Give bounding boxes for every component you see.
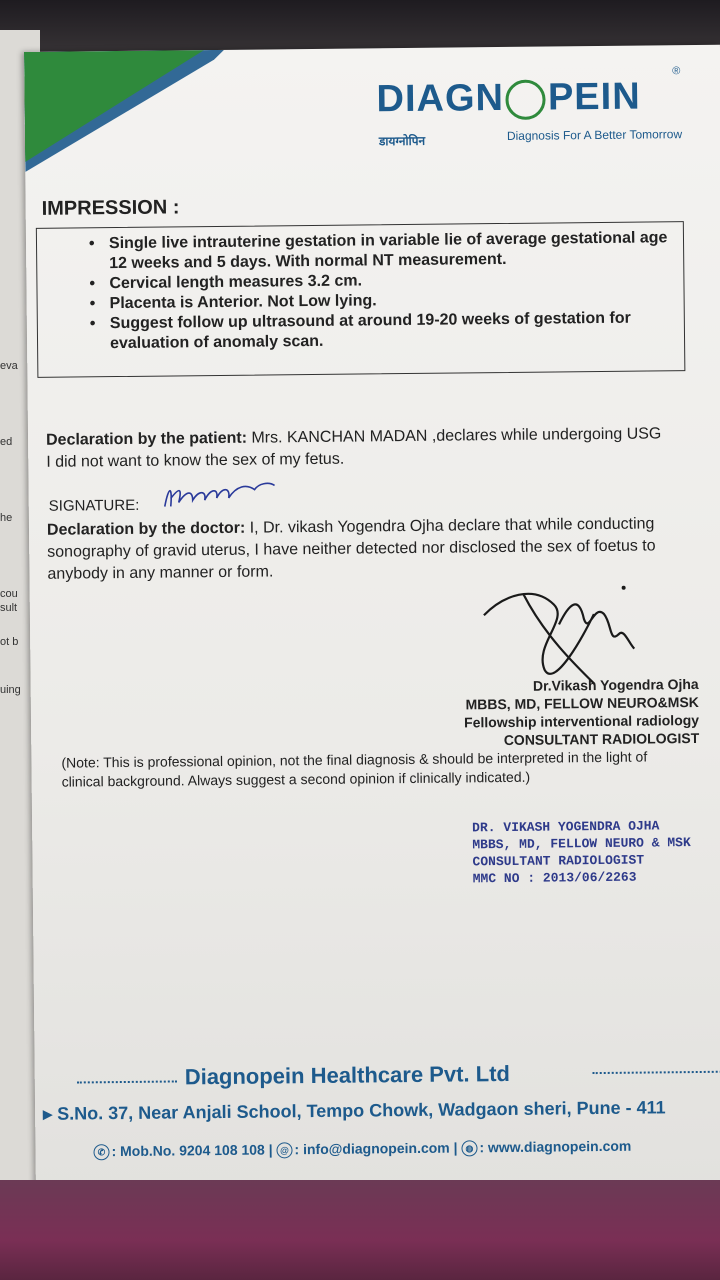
footer-mobile: : Mob.No. 9204 108 108 | — [111, 1141, 273, 1160]
doctor-declaration-label: Declaration by the doctor: — [46, 519, 246, 539]
logo-wordmark — [376, 76, 641, 122]
doctor-degrees: MBBS, MD, FELLOW NEURO&MSK — [465, 693, 699, 713]
footer-contact — [93, 1138, 631, 1161]
doctor-declaration-text: I, Dr. vikash Yogendra Ojha declare that while conducting sonography of gravid uterus, I have neither detected nor disclosed the sex of foetus to anybody in any manner or form. — [47, 515, 656, 583]
stamp-line: MBBS, MD, FELLOW NEURO & MSK — [472, 835, 691, 853]
stamp-line: MMC NO : 2013/06/2263 — [472, 869, 637, 887]
registered-mark: ® — [672, 65, 681, 78]
globe-icon — [506, 80, 546, 120]
company-logo — [376, 65, 697, 158]
impression-title: IMPRESSION : — [41, 196, 180, 220]
side-fragment: cou — [0, 588, 18, 600]
logo-text-part2: PEIN — [547, 75, 641, 119]
footer-address — [43, 1097, 666, 1125]
impression-box — [36, 221, 686, 378]
patient-declaration-label: Declaration by the patient: — [45, 429, 248, 449]
footer-divider-right — [593, 1071, 720, 1074]
signature-label: SIGNATURE: — [48, 496, 140, 515]
side-fragment: sult — [0, 602, 18, 614]
footer-website: : www.diagnopein.com — [479, 1137, 632, 1156]
location-icon: ▸ — [43, 1103, 58, 1124]
footer-divider-left — [77, 1080, 177, 1083]
doctor-fellowship: Fellowship interventional radiology — [464, 711, 700, 731]
impression-item: • Suggest follow up ultrasound at around 19-20 weeks of gestation for evaluation of anomaly scan. — [110, 308, 684, 354]
side-fragment: uing — [0, 684, 21, 696]
footer-company-name: Diagnopein Healthcare Pvt. Ltd — [184, 1060, 511, 1090]
logo-hindi: डायग्नोपिन — [378, 133, 426, 149]
side-fragment: he — [0, 512, 13, 524]
side-fragment: ed — [0, 436, 13, 448]
background-bottom — [0, 1180, 720, 1280]
patient-declaration-text: Mrs. KANCHAN MADAN ,declares while undergoing USG I did not want to know the sex of my fetus. — [46, 425, 662, 471]
doctor-details — [464, 675, 700, 749]
footer-email: : info@diagnopein.com | — [294, 1139, 458, 1158]
email-icon: @ — [276, 1143, 292, 1159]
side-fragment: eva — [0, 360, 18, 372]
report-page — [24, 45, 720, 1200]
doctor-stamp — [472, 817, 691, 887]
doctor-name: Dr.Vikash Yogendra Ojha — [532, 675, 699, 694]
impression-item: • Cervical length measures 3.2 cm. — [109, 268, 683, 294]
stamp-line: CONSULTANT RADIOLOGIST — [472, 852, 645, 870]
patient-signature — [158, 475, 278, 516]
globe-web-icon: ◍ — [461, 1141, 477, 1157]
logo-text-part1: DIAGN — [376, 76, 505, 121]
doctor-title: CONSULTANT RADIOLOGIST — [503, 729, 700, 749]
impression-item: • Single live intrauterine gestation in variable lie of average gestational age 12 weeks and 5 days. With normal NT measurement. — [109, 228, 683, 274]
stamp-line: DR. VIKASH YOGENDRA OJHA — [472, 818, 660, 836]
disclaimer-note: (Note: This is professional opinion, not the final diagnosis & should be interpreted in the light of clinical background. Always suggest a second opinion if clinically indicated.) — [61, 748, 648, 790]
phone-icon: ✆ — [93, 1144, 109, 1160]
patient-declaration — [46, 423, 666, 473]
side-fragment: ot b — [0, 636, 19, 648]
impression-item: • Placenta is Anterior. Not Low lying. — [110, 288, 684, 314]
impression-list — [37, 222, 684, 355]
footer-address-text: S.No. 37, Near Anjali School, Tempo Chowk, Wadgaon sheri, Pune - 411 — [57, 1097, 666, 1124]
logo-tagline: Diagnosis For A Better Tomorrow — [506, 127, 683, 143]
